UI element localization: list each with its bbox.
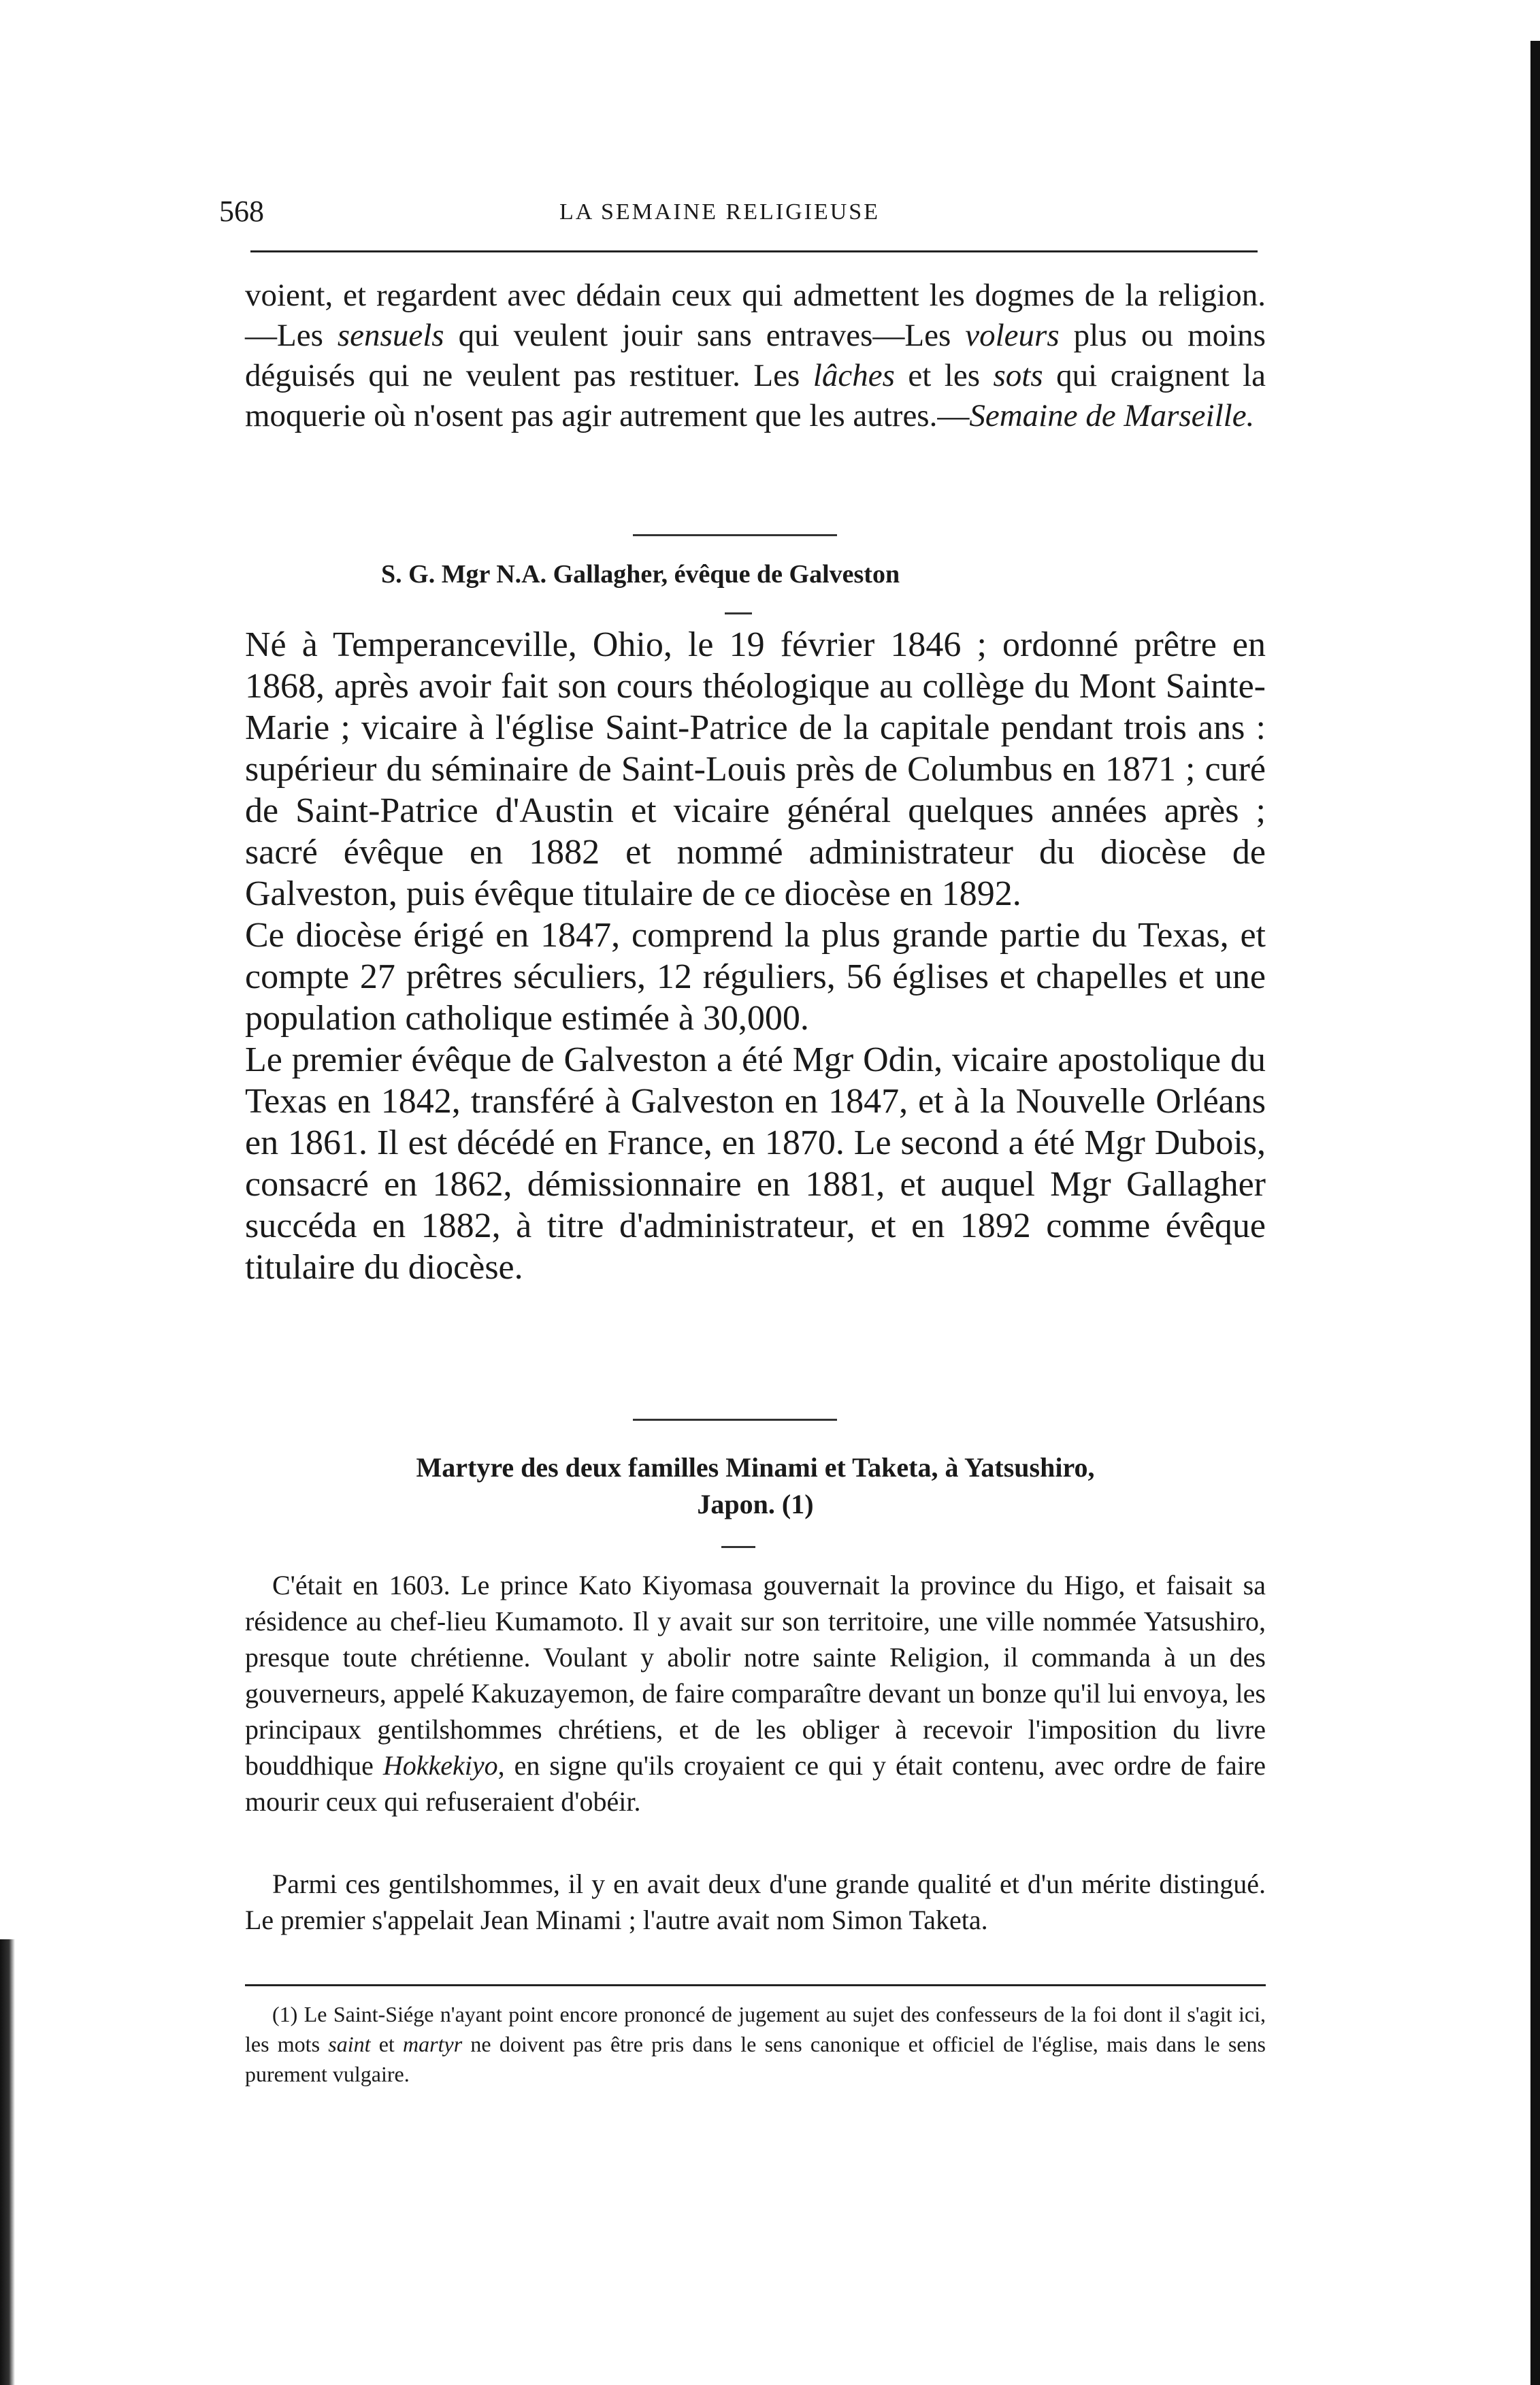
running-head: LA SEMAINE RELIGIEUSE bbox=[559, 199, 880, 225]
martyrdom-paragraph-1: C'était en 1603. Le prince Kato Kiyomasa gouvernait la province du Higo, et faisait sa résidence au chef-lieu Kumamoto. Il y avait sur son territoire, une ville nommée Yatsushiro, presque toute chrétienne. Voulant y abolir notre sainte Religion, il commanda à un des gouverneurs, appelé Kakuzayemon, de faire comparaître devant un bonze qu'il lui envoya, les principaux gentilshommes chrétiens, et de les obliger à recevoir l'imposition du livre bouddhique Hokkekiyo, en signe qu'ils croyaient ce qui y était contenu, avec ordre de faire mourir ceux qui refuseraient d'obéir. bbox=[245, 1570, 1266, 1817]
section-divider bbox=[633, 1419, 837, 1421]
continuation-paragraph: voient, et regardent avec dédain ceux qui admettent les dogmes de la religion.—Les sensuels qui veulent jouir sans entraves—Les voleurs plus ou moins déguisés qui ne veulent pas restituer. Les lâches et les sots qui craignent la moquerie où n'osent pas agir autrement que les autres.—Semaine de Marseille. bbox=[245, 278, 1266, 433]
title-dash bbox=[725, 612, 752, 614]
section-title-gallagher: S. G. Mgr N.A. Gallagher, évêque de Galveston bbox=[381, 560, 900, 589]
bio-paragraph: Né à Temperanceville, Ohio, le 19 février 1846 ; ordonné prêtre en 1868, après avoir fait son cours théologique au collège du Mont Sainte-Marie ; vicaire à l'église Saint-Patrice de la capitale pendant trois ans : supérieur du séminaire de Saint-Louis près de Columbus en 1871 ; curé de Saint-Patrice d'Austin et vicaire général quelques années après ; sacré évêque en 1882 et nommé administrateur du diocèse de Galveston, puis évêque titulaire de ce diocèse en 1892. bbox=[245, 625, 1266, 913]
page-edge-shadow-right bbox=[1530, 41, 1540, 2385]
section-divider bbox=[633, 534, 837, 536]
bio-paragraph: Le premier évêque de Galveston a été Mgr Odin, vicaire apostolique du Texas en 1842, transféré à Galveston en 1847, et à la Nouvelle Orléans en 1861. Il est décédé en France, en 1870. Le second a été Mgr Dubois, consacré en 1862, démissionnaire en 1881, et auquel Mgr Gallagher succéda en 1882, à titre d'administrateur, et en 1892 comme évêque titulaire du diocèse. bbox=[245, 1040, 1266, 1287]
section-title-martyrdom: Martyre des deux familles Minami et Taketa, à Yatsushiro, Japon. (1) bbox=[416, 1452, 1095, 1519]
footnote: (1) Le Saint-Siége n'ayant point encore prononcé de jugement au sujet des confesseurs de la foi dont il s'agit ici, les mots saint et martyr ne doivent pas être pris dans le sens canonique et officiel de l'église, mais dans le sens purement vulgaire. bbox=[245, 2002, 1266, 2086]
bio-paragraph: Ce diocèse érigé en 1847, comprend la plus grande partie du Texas, et compte 27 prêtres séculiers, 12 réguliers, 56 églises et chapelles et une population catholique estimée à 30,000. bbox=[245, 916, 1266, 1038]
page-header bbox=[219, 194, 1260, 235]
biography-text bbox=[245, 624, 1266, 1288]
martyrdom-paragraph-2: Parmi ces gentilshommes, il y en avait deux d'une grande qualité et d'un mérite distingué. Le premier s'appelait Jean Minami ; l'autre avait nom Simon Taketa. bbox=[245, 1869, 1266, 1935]
title-dash bbox=[721, 1546, 755, 1548]
source-citation: Semaine de Marseille. bbox=[969, 398, 1255, 433]
header-rule bbox=[250, 250, 1258, 252]
footnote-rule bbox=[245, 1984, 1266, 1986]
page-number: 568 bbox=[219, 195, 264, 228]
page-edge-shadow-left bbox=[0, 1939, 15, 2385]
